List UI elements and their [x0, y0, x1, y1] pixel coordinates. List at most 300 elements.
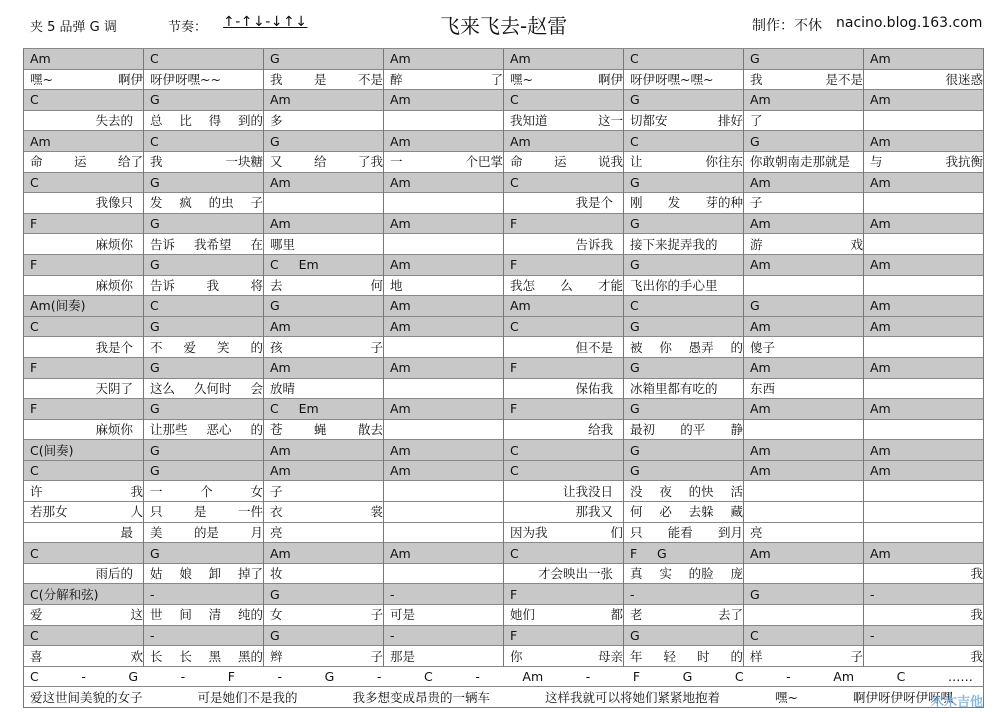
lyric-fragment: 姑 [150, 566, 163, 582]
chord-cell: Am [384, 440, 504, 461]
lyric-fragment: 得 [208, 113, 222, 129]
lyric-phrase-group [270, 605, 383, 624]
chord-cell: Am(间奏) [24, 296, 144, 317]
lyric-cell [744, 563, 864, 584]
chord-cell: G [264, 625, 384, 646]
chord-row [24, 543, 984, 564]
outro-chord-cell [24, 666, 984, 687]
chord-cell: C [144, 131, 264, 152]
chord-cell: C [24, 543, 144, 564]
lyric-cell [624, 234, 744, 255]
lyric-cell [624, 605, 744, 626]
lyric-phrase-group [870, 564, 983, 583]
chord-cell: G [144, 254, 264, 275]
chord-cell: Am [864, 254, 984, 275]
lyric-phrase-group [750, 235, 863, 254]
lyric-fragment: 比 [179, 113, 192, 129]
chord-cell: - [864, 584, 984, 605]
chord-cell: Am [384, 49, 504, 70]
lyric-fragment: 只 [630, 524, 643, 540]
lyric-cell [24, 378, 144, 399]
lyric-cell [864, 646, 984, 667]
lyric-fragment: 这 [130, 607, 143, 623]
lyric-fragment: 那是 [390, 648, 416, 664]
lyric-fragment: 纯的 [237, 607, 263, 623]
lyric-fragment: 子 [750, 195, 763, 211]
chord-row [24, 172, 984, 193]
chord-cell: G [624, 254, 744, 275]
lyric-fragment: 你 [659, 339, 672, 355]
chord-cell: Am [504, 296, 624, 317]
lyric-fragment: 发 [667, 195, 681, 211]
chord-row [24, 625, 984, 646]
lyric-cell [264, 502, 384, 523]
chord-cell: G [144, 440, 264, 461]
lyric-fragment: 我 [206, 277, 219, 293]
chord-cell: Am [24, 131, 144, 152]
lyric-cell [504, 110, 624, 131]
chord-cell: F [504, 357, 624, 378]
lyric-phrase-group [630, 235, 743, 254]
lyric-fragment: 接下来捉弄我的 [630, 236, 718, 252]
chord-cell: C [24, 172, 144, 193]
chord-cell: G [624, 172, 744, 193]
lyric-cell [384, 337, 504, 358]
chord-cell: Am [384, 316, 504, 337]
lyric-fragment: 庞 [730, 566, 743, 582]
chord-row [24, 399, 984, 420]
lyric-cell [144, 193, 264, 214]
lyric-phrase-group [750, 647, 863, 666]
chord-cell: F G [624, 543, 744, 564]
chord-row [24, 357, 984, 378]
lyric-row [24, 110, 984, 131]
lyric-fragment: 实 [659, 566, 672, 582]
lyric-fragment: 个巴掌 [465, 154, 503, 170]
chord-cell: Am [744, 460, 864, 481]
lyric-cell [144, 337, 264, 358]
lyric-fragment: 我像只 [95, 195, 133, 211]
lyric-cell [504, 275, 624, 296]
chord-cell: Am [384, 460, 504, 481]
lyric-fragment: 嘿~ [30, 71, 53, 87]
lyric-fragment: 这么 [150, 380, 176, 396]
lyric-phrase-group [150, 70, 263, 89]
lyric-fragment: 妆 [270, 566, 283, 582]
lyric-fragment: 的是 [193, 524, 219, 540]
lyric-cell [24, 502, 144, 523]
lyric-row [24, 563, 984, 584]
chord-cell: - [144, 625, 264, 646]
lyric-cell [144, 69, 264, 90]
lyric-phrase-group [150, 605, 263, 624]
lyric-fragment: 的 [730, 339, 743, 355]
lyric-cell [384, 193, 504, 214]
chord-cell: G [144, 213, 264, 234]
lyric-fragment: 游 [750, 236, 763, 252]
lyric-phrase-group [150, 152, 263, 171]
lyric-fragment: 一 [150, 483, 163, 499]
lyric-phrase-group [270, 235, 383, 254]
lyric-fragment: 女 [270, 607, 283, 623]
lyric-fragment: 一块糖 [225, 154, 263, 170]
lyric-cell [744, 275, 864, 296]
lyric-cell [864, 378, 984, 399]
chord-row [24, 131, 984, 152]
lyric-fragment: 能看 [667, 524, 693, 540]
lyric-fragment: 发 [150, 195, 163, 211]
lyric-phrase-group [150, 193, 263, 212]
chord-row [24, 49, 984, 70]
lyric-phrase-group [270, 111, 383, 130]
lyric-fragment: 子 [250, 195, 263, 211]
lyric-fragment: 是不是 [825, 71, 863, 87]
chord-cell: C Em [264, 254, 384, 275]
outro-lyrics [30, 688, 983, 707]
chord-cell: G [264, 296, 384, 317]
lyric-phrase-group [30, 523, 143, 542]
lyric-fragment: 母亲 [597, 648, 623, 664]
lyric-fragment: 裳 [370, 504, 383, 520]
chord-cell: C [504, 440, 624, 461]
lyric-fragment: 被 [630, 339, 643, 355]
lyric-cell [744, 646, 864, 667]
lyric-phrase-group [870, 605, 983, 624]
chord-cell: C Em [264, 399, 384, 420]
lyric-fragment: 卸 [208, 566, 222, 582]
chord-cell: G [264, 584, 384, 605]
lyric-fragment: 让那些 [150, 421, 188, 437]
lyric-fragment: 她们 [510, 607, 536, 623]
lyric-phrase-group [270, 338, 383, 357]
chord-cell: Am [264, 357, 384, 378]
lyric-fragment: 一 [390, 154, 403, 170]
chord-cell: - [144, 584, 264, 605]
lyric-fragment: 失去的 [95, 113, 133, 129]
lyric-cell [864, 481, 984, 502]
lyric-phrase-group [390, 605, 503, 624]
lyric-phrase-group [630, 564, 743, 583]
lyric-cell [384, 481, 504, 502]
rhythm-label: 节奏： [168, 20, 208, 35]
outro-lyric-row [24, 687, 984, 708]
lyric-phrase-group [510, 235, 623, 254]
lyric-phrase-group [390, 70, 503, 89]
chord-cell: G [144, 543, 264, 564]
lyric-fragment: 疯 [179, 195, 192, 211]
lyric-cell [264, 522, 384, 543]
lyric-fragment: 我 [970, 607, 983, 623]
lyric-cell [384, 234, 504, 255]
lyric-fragment: 你敢朝南走那就是 [750, 154, 851, 170]
lyric-row [24, 419, 984, 440]
lyric-cell [744, 337, 864, 358]
lyric-row [24, 605, 984, 626]
lyric-phrase-group [630, 647, 743, 666]
chord-cell: G [624, 625, 744, 646]
chord-cell: Am [864, 131, 984, 152]
lyric-phrase-group [270, 152, 383, 171]
lyric-cell [744, 193, 864, 214]
lyric-fragment: 这一 [597, 113, 623, 129]
lyric-phrase-group [150, 502, 263, 521]
lyric-fragment: 会 [250, 380, 263, 396]
lyric-phrase-group [630, 502, 743, 521]
lyric-fragment: 但不是 [575, 339, 613, 355]
chord-row [24, 213, 984, 234]
lyric-fragment: 天阴了 [95, 380, 133, 396]
lyric-fragment: 许 [30, 483, 43, 499]
lyric-fragment: 真 [630, 566, 643, 582]
lyric-fragment: 刚 [630, 195, 643, 211]
lyric-fragment: 女 [250, 483, 263, 499]
lyric-phrase-group [870, 70, 983, 89]
chord-cell: G [264, 131, 384, 152]
lyric-cell [264, 337, 384, 358]
lyric-fragment: 地 [390, 277, 403, 293]
chord-cell: C [504, 543, 624, 564]
lyric-phrase-group [390, 276, 503, 295]
outro-chord: G [128, 669, 139, 685]
lyric-phrase-group [270, 276, 383, 295]
lyric-phrase-group [30, 564, 143, 583]
lyric-phrase-group [270, 379, 383, 398]
lyric-phrase-group [30, 379, 143, 398]
lyric-fragment: 我 [270, 71, 283, 87]
chord-cell: Am [744, 399, 864, 420]
chord-cell: C [24, 460, 144, 481]
lyric-cell [744, 605, 864, 626]
lyric-fragment: 爱 [183, 339, 196, 355]
lyric-phrase-group [630, 523, 743, 542]
site-url[interactable]: nacino.blog.163.com [836, 15, 983, 31]
outro-chord: - [475, 669, 480, 685]
lyric-cell [864, 522, 984, 543]
lyric-phrase-group [30, 276, 143, 295]
outro-chord: G [682, 669, 693, 685]
lyric-fragment: 黑 [208, 648, 222, 664]
chord-row [24, 316, 984, 337]
lyric-fragment: 命 [510, 154, 523, 170]
lyric-cell [264, 563, 384, 584]
lyric-phrase-group [390, 647, 503, 666]
lyric-fragment: 的 [250, 339, 263, 355]
lyric-phrase-group [750, 152, 863, 171]
lyric-fragment: 愚弄 [688, 339, 714, 355]
lyric-phrase-group [270, 523, 383, 542]
lyric-fragment: 在 [250, 236, 263, 252]
lyric-fragment: 子 [370, 607, 383, 623]
chord-cell: Am [864, 460, 984, 481]
chord-cell: F [24, 254, 144, 275]
lyric-phrase-group [150, 338, 263, 357]
lyric-fragment: 你 [510, 648, 523, 664]
lyric-fragment: 可是 [390, 607, 416, 623]
lyric-fragment: 藏 [730, 504, 743, 520]
lyric-fragment: 因为我 [510, 524, 548, 540]
capo-info: 夹 5 品弹 G 调 [30, 20, 117, 35]
lyric-fragment: 辫 [270, 648, 283, 664]
lyric-fragment: 我怎 [510, 277, 536, 293]
lyric-fragment: 的快 [688, 483, 714, 499]
outro-chord: - [81, 669, 86, 685]
chord-cell: - [624, 584, 744, 605]
lyric-fragment: 恶心 [206, 421, 232, 437]
outro-chord: F [227, 669, 235, 685]
lyric-phrase-group [870, 152, 983, 171]
lyric-cell [144, 151, 264, 172]
chord-cell: Am [864, 316, 984, 337]
lyric-cell [624, 110, 744, 131]
lyric-fragment: 总 [150, 113, 163, 129]
lyric-fragment: 们 [610, 524, 623, 540]
lyric-phrase-group [510, 338, 623, 357]
lyric-row [24, 337, 984, 358]
chord-cell: - [384, 625, 504, 646]
lyric-fragment: 夜 [659, 483, 672, 499]
lyric-cell [624, 646, 744, 667]
chord-cell: Am [264, 460, 384, 481]
lyric-phrase-group [510, 111, 623, 130]
lyric-phrase-group [750, 379, 863, 398]
lyric-fragment: 啊伊 [597, 71, 623, 87]
lyric-phrase-group [510, 564, 623, 583]
chord-cell: Am [384, 254, 504, 275]
lyric-cell [24, 110, 144, 131]
lyric-cell [384, 110, 504, 131]
lyric-row [24, 481, 984, 502]
chord-cell: F [24, 213, 144, 234]
lyric-fragment: 告诉 [150, 277, 176, 293]
outro-lyric-phrase: 我多想变成昂贵的一辆车 [352, 689, 491, 705]
lyric-fragment: 黑的 [237, 648, 263, 664]
lyric-cell [264, 234, 384, 255]
lyric-cell [624, 522, 744, 543]
lyric-fragment: 我 [750, 71, 763, 87]
lyric-phrase-group [510, 193, 623, 212]
lyric-fragment: 了 [750, 113, 763, 129]
chord-cell: Am [264, 440, 384, 461]
lyric-phrase-group [750, 338, 863, 357]
lyric-cell [384, 502, 504, 523]
lyric-fragment: 若那女 [30, 504, 68, 520]
chord-cell: Am [744, 357, 864, 378]
lyric-cell [264, 110, 384, 131]
lyric-fragment: 苍 [270, 421, 283, 437]
lyric-phrase-group [150, 523, 263, 542]
lyric-fragment: 是 [313, 71, 327, 87]
chord-cell: C [144, 49, 264, 70]
lyric-cell [144, 419, 264, 440]
chord-sheet-body [24, 49, 984, 667]
lyric-cell [384, 563, 504, 584]
lyric-cell [144, 502, 264, 523]
lyric-cell [384, 378, 504, 399]
chord-cell: G [624, 460, 744, 481]
chord-cell: C [744, 625, 864, 646]
lyric-fragment: 人 [130, 504, 143, 520]
lyric-cell [264, 69, 384, 90]
lyric-cell [864, 110, 984, 131]
lyric-phrase-group [630, 152, 743, 171]
lyric-cell [24, 419, 144, 440]
lyric-phrase-group [630, 111, 743, 130]
lyric-phrase-group [150, 235, 263, 254]
lyric-phrase-group [270, 70, 383, 89]
lyric-fragment: 多 [270, 113, 283, 129]
lyric-phrase-group [510, 502, 623, 521]
chord-cell: C [504, 460, 624, 481]
lyric-fragment: 放晴 [270, 380, 296, 396]
lyric-row [24, 646, 984, 667]
lyric-fragment: 间 [179, 607, 192, 623]
page-title: 飞来飞去-赵雷 [440, 14, 568, 38]
lyric-phrase-group [150, 379, 263, 398]
outro-chords [30, 667, 983, 686]
lyric-cell [264, 481, 384, 502]
lyric-cell [384, 151, 504, 172]
lyric-phrase-group [510, 379, 623, 398]
lyric-cell [744, 419, 864, 440]
lyric-cell [24, 151, 144, 172]
lyric-cell [624, 337, 744, 358]
lyric-fragment: 我希望 [193, 236, 232, 252]
chord-cell: F [504, 625, 624, 646]
chord-cell: C [504, 90, 624, 111]
lyric-fragment: 了 [490, 71, 503, 87]
chord-row [24, 460, 984, 481]
lyric-fragment: 不 [150, 339, 163, 355]
lyric-phrase-group [30, 235, 143, 254]
lyric-phrase-group [510, 647, 623, 666]
chord-cell: Am [504, 131, 624, 152]
outro-lyric-phrase: 嘿~ [775, 689, 798, 705]
lyric-cell [264, 275, 384, 296]
lyric-phrase-group [390, 152, 503, 171]
chord-cell: G [144, 172, 264, 193]
lyric-fragment: 芽的种 [705, 195, 743, 211]
lyric-fragment: 欢 [130, 648, 143, 664]
chord-cell: Am [744, 172, 864, 193]
lyric-phrase-group [750, 193, 863, 212]
lyric-cell [504, 378, 624, 399]
outro-chord: - [277, 669, 283, 685]
lyric-phrase-group [510, 70, 623, 89]
outro-lyric-phrase: 可是她们不是我的 [197, 689, 298, 705]
lyric-fragment: 只 [150, 504, 163, 520]
chord-cell: C [24, 625, 144, 646]
lyric-cell [624, 151, 744, 172]
lyric-cell [864, 193, 984, 214]
lyric-fragment: 的虫 [208, 195, 234, 211]
lyric-phrase-group [630, 70, 743, 89]
chord-cell: C [504, 172, 624, 193]
lyric-cell [504, 522, 624, 543]
chord-cell: Am [264, 90, 384, 111]
lyric-fragment: 何 [630, 504, 643, 520]
lyric-cell [144, 522, 264, 543]
chord-cell: Am [744, 213, 864, 234]
lyric-cell [864, 337, 984, 358]
lyric-cell [504, 646, 624, 667]
lyric-cell [744, 151, 864, 172]
lyric-phrase-group [630, 420, 743, 439]
lyric-cell [744, 69, 864, 90]
lyric-fragment: 最初 [630, 421, 656, 437]
lyric-phrase-group [630, 193, 743, 212]
lyric-fragment: 衣 [270, 504, 283, 520]
lyric-fragment: 最 [120, 524, 133, 540]
